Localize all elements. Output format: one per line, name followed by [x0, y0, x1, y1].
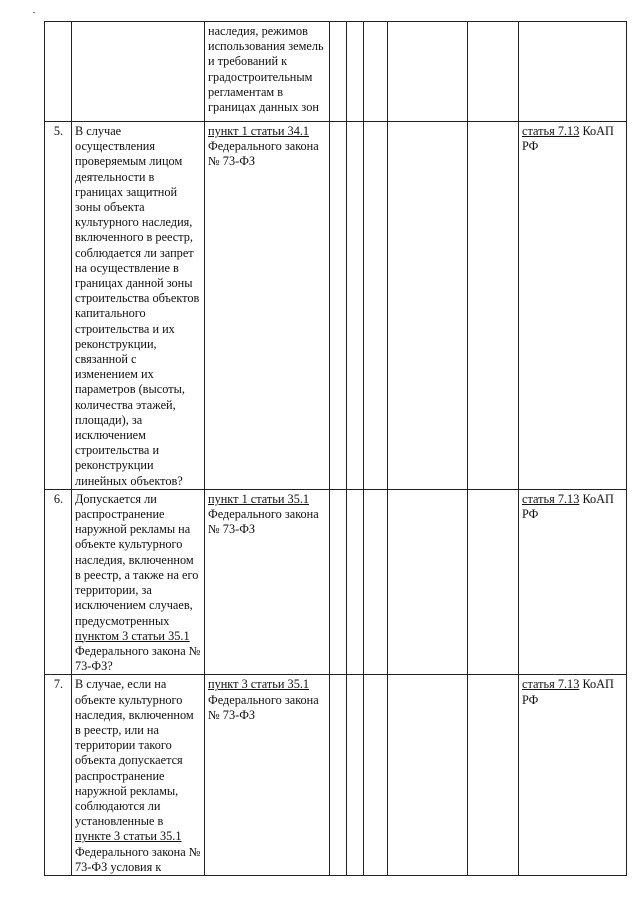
table-row — [45, 675, 627, 876]
legal-basis-cell — [205, 22, 330, 122]
extra-cell — [468, 22, 519, 122]
question-text: Допускается ли распространение наружной рекламы на объекте культурного наследия, включенном в реестр, а также на его территории, за исключением случаев, предусмотренных — [75, 491, 199, 628]
question-link[interactable]: пунктом 3 статьи 35.1 — [75, 628, 190, 643]
answer-yes-cell — [330, 675, 347, 876]
answer-na-cell — [364, 489, 388, 674]
answer-no-cell — [347, 122, 364, 490]
row-number-cell — [45, 22, 72, 122]
row-number: 7. — [45, 675, 72, 876]
question-text-tail: Федерального закона № 73-ФЗ? — [75, 643, 201, 674]
legal-basis-text: Федерального закона № 73-ФЗ — [208, 507, 319, 537]
extra-cell — [468, 489, 519, 674]
answer-na-cell — [364, 22, 388, 122]
legal-basis-text: Федерального закона № 73-ФЗ — [208, 139, 319, 169]
question-cell — [72, 675, 205, 876]
legal-basis-link[interactable]: пункт 1 статьи 34.1 — [208, 124, 310, 138]
question-cell — [72, 22, 205, 122]
legal-basis-cell — [205, 122, 330, 490]
question-link[interactable]: пункте 3 статьи 35.1 — [75, 829, 182, 844]
answer-no-cell — [347, 675, 364, 876]
note-cell — [388, 122, 468, 490]
answer-no-cell — [347, 22, 364, 122]
liability-link[interactable]: статья 7.13 — [522, 677, 580, 692]
legal-basis-link[interactable]: пункт 1 статьи 35.1 — [208, 491, 310, 506]
legal-basis-text: Федерального закона № 73-ФЗ — [208, 692, 319, 722]
legal-basis-cell — [205, 489, 330, 674]
note-cell — [388, 489, 468, 674]
answer-yes-cell — [330, 122, 347, 490]
scan-speck — [33, 12, 35, 13]
row-number: 6. — [45, 489, 72, 674]
legal-basis-link[interactable]: пункт 3 статьи 35.1 — [208, 677, 310, 692]
liability-cell — [519, 675, 627, 876]
liability-text: КоАП РФ — [522, 491, 614, 522]
note-cell — [388, 22, 468, 122]
question-text-tail: Федерального закона № 73-ФЗ условия к — [75, 844, 201, 874]
answer-na-cell — [364, 122, 388, 490]
table-row-fragment — [45, 22, 627, 122]
liability-link[interactable]: статья 7.13 — [522, 124, 580, 138]
extra-cell — [468, 675, 519, 876]
answer-yes-cell — [330, 22, 347, 122]
legal-basis-text: наследия, режимов использования земель и требований к градостроительным регламентам в границах данных зон — [208, 24, 324, 115]
liability-cell — [519, 22, 627, 122]
table-row — [45, 489, 627, 674]
liability-link[interactable]: статья 7.13 — [522, 491, 580, 506]
answer-no-cell — [347, 489, 364, 674]
question-text: В случае осуществления проверяемым лицом деятельности в границах защитной зоны объекта культурного наследия, включенного в реестр, соблюдается ли запрет на осуществление в границах данной зоны строительства объектов капитального строительства и их реконструкции, связанной с изменением их параметров (высоты, количества этажей, площади), за исключением строительства и реконструкции линейных объектов? — [75, 124, 200, 488]
answer-yes-cell — [330, 489, 347, 674]
extra-cell — [468, 122, 519, 490]
liability-text: КоАП РФ — [522, 124, 614, 154]
liability-cell — [519, 489, 627, 674]
row-number: 5. — [45, 122, 72, 490]
table-row — [45, 122, 627, 490]
liability-cell — [519, 122, 627, 490]
legal-basis-cell — [205, 675, 330, 876]
checklist-table — [44, 21, 627, 876]
note-cell — [388, 675, 468, 876]
answer-na-cell — [364, 675, 388, 876]
liability-text: КоАП РФ — [522, 677, 614, 707]
question-cell — [72, 122, 205, 490]
question-cell — [72, 489, 205, 674]
question-text: В случае, если на объекте культурного наследия, включенном в реестр, или на территории такого объекта допускается распространение наружной рекламы, соблюдаются ли установленные в — [75, 677, 194, 829]
